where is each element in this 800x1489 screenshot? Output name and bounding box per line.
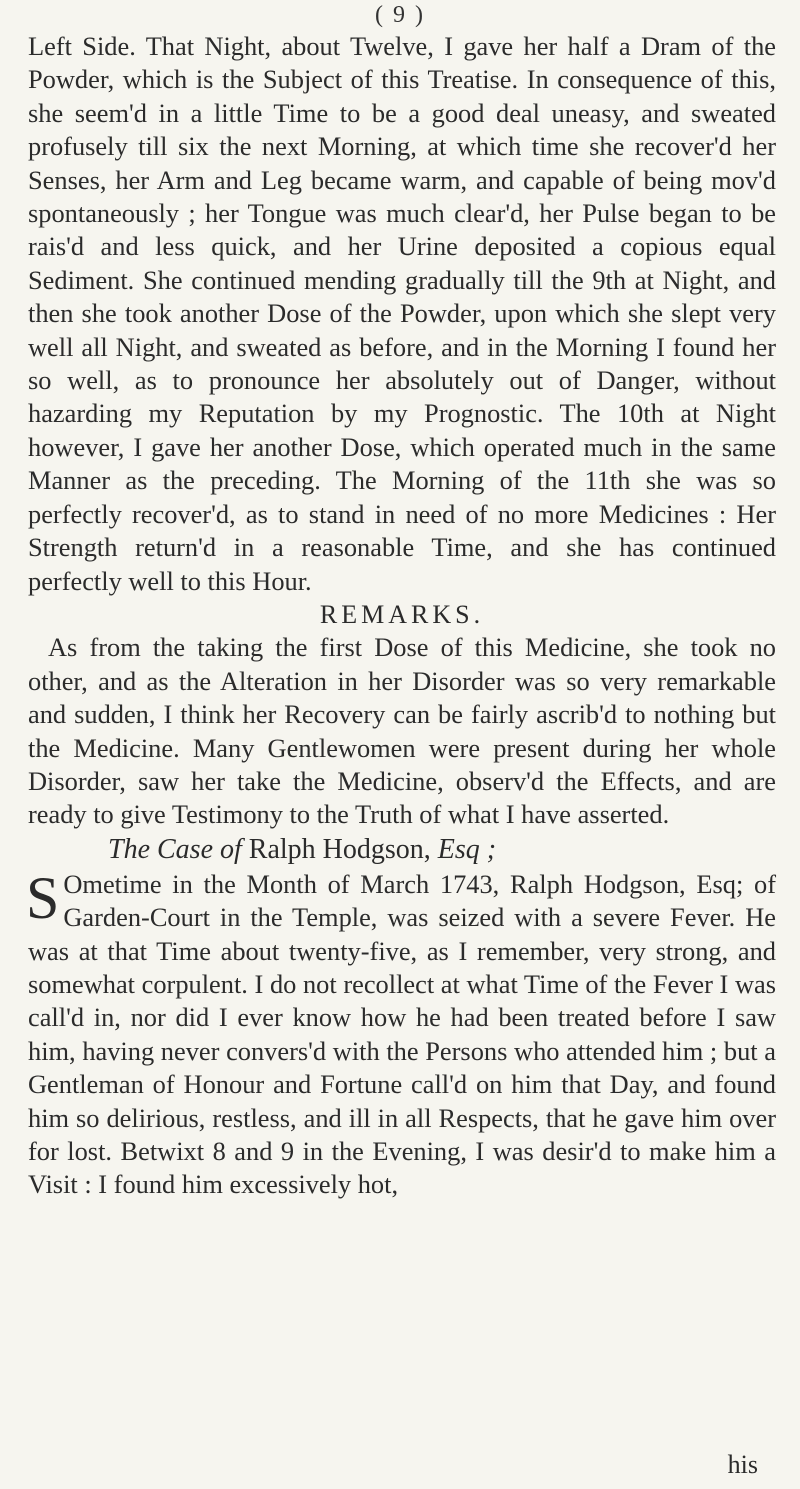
drop-cap: S <box>26 864 60 931</box>
remarks-heading: REMARKS. <box>319 599 485 629</box>
page-number: ( 9 ) <box>375 2 425 28</box>
case-heading-name: Ralph Hodgson, <box>248 833 438 865</box>
page-body <box>28 30 776 1202</box>
case-body <box>26 864 776 1202</box>
case-heading <box>28 832 776 868</box>
case-paragraph: Left Side. That Night, about Twelve, I gave her half a Dram of the Powder, which is the Subject of this Treatise. In consequence of this, she seem'd in a little Time to be a good deal uneasy, and sweated profusely till six the next Morning, at which time she recover'd her Senses, her Arm and Leg became warm, and capable of being mov'd spontaneously ; her Tongue was much clear'd, her Pulse began to be rais'd and less quick, and her Urine deposited a copious equal Sediment. She continued mending gradually till the 9th at Night, and then she took another Dose of the Powder, upon which she slept very well all Night, and sweated as before, and in the Morning I found her so well, as to pronounce her absolutely out of Danger, without hazarding my Reputation by my Prognostic. The 10th at Night however, I gave her another Dose, which operated much in the same Manner as the preceding. The Morning of the 11th she was so perfectly recover'd, as to stand in need of no more Medicines : Her Strength return'd in a reasonable Time, and she has continued perfectly well to this Hour. <box>28 31 776 596</box>
case-heading-prefix: The Case of <box>108 833 249 865</box>
case-body-text: Ometime in the Month of March 1743, Ralph Hodgson, Esq; of Garden-Court in the Temple, was seized with a severe Fever. He was at that Time about twenty-five, as I remember, very strong, and somewhat corpulent. I do not recollect at what Time of the Fever I was call'd in, nor did I ever know how he had been treated before I saw him, having never convers'd with the Persons who attended him ; but a Gentleman of Honour and Fortune call'd on him that Day, and found him so delirious, restless, and ill in all Respects, that he gave him over for lost. Betwixt 8 and 9 in the Evening, I was desir'd to make him a Visit : I found him excessively hot, <box>28 868 776 1200</box>
remarks-paragraph: As from the taking the first Dose of this Medicine, she took no other, and as the Alteration in her Disorder was so very remarkable and sudden, I think her Recovery can be fairly ascrib'd to nothing but the Medicine. Many Gentlewomen were present during her whole Disorder, saw her take the Medicine, observ'd the Effects, and are ready to give Testimony to the Truth of what I have asserted. <box>28 632 776 830</box>
catchword: his <box>727 1450 758 1479</box>
case-heading-suffix: Esq ; <box>437 833 497 865</box>
